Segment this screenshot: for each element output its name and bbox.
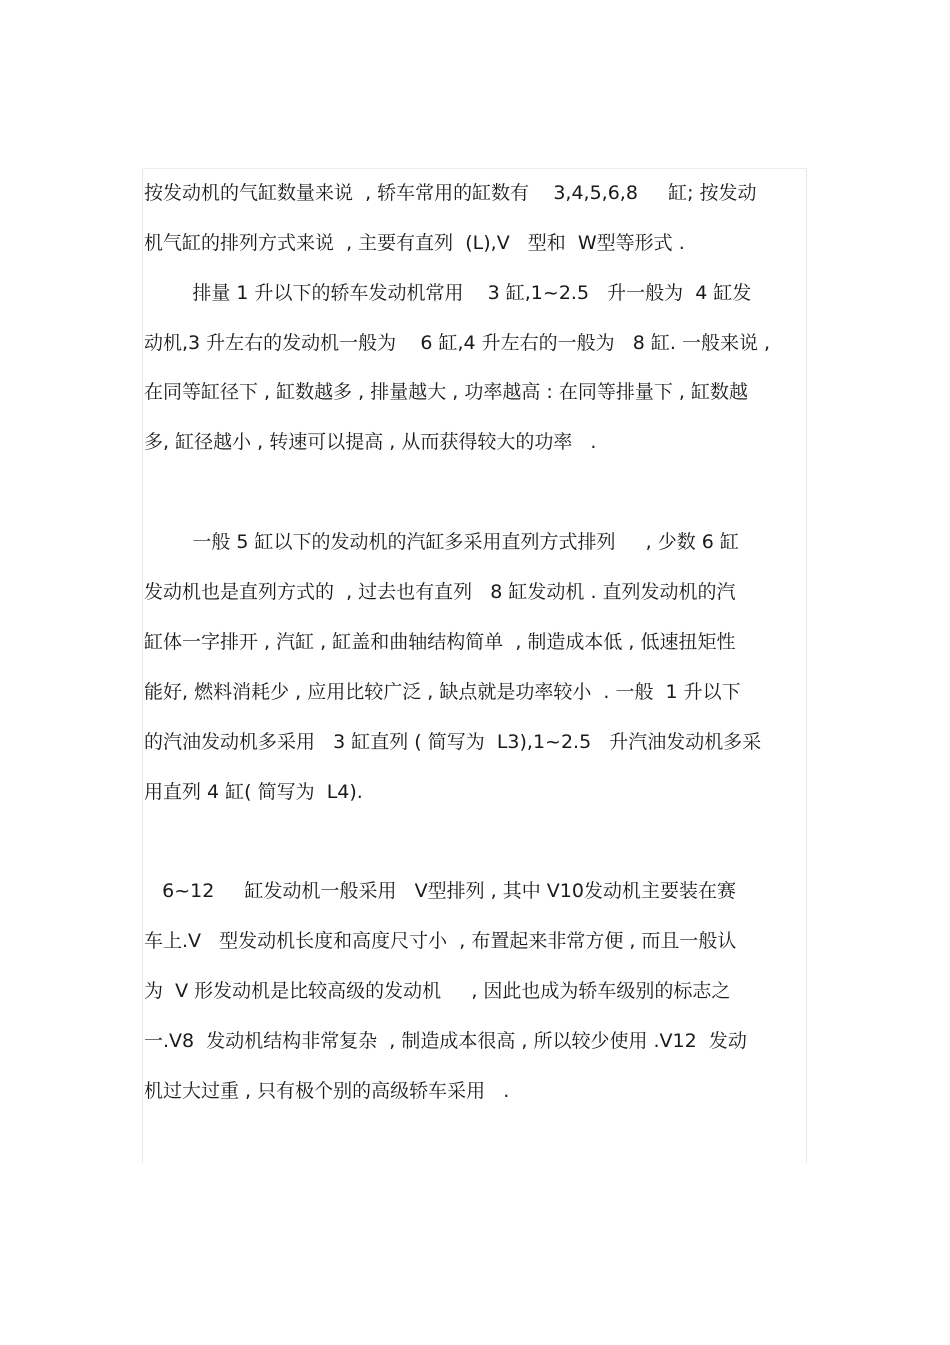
text-line: 用直列 4 缸( 简写为 L4). [144, 781, 363, 803]
text-line: 机气缸的排列方式来说 , 主要有直列 (L),V 型和 W型等形式 . [144, 232, 685, 254]
text-line: 车上.V 型发动机长度和高度尺寸小 , 布置起来非常方便 , 而且一般认 [144, 930, 737, 952]
text-line: 一般 5 缸以下的发动机的汽缸多采用直列方式排列 , 少数 6 缸 [144, 531, 739, 553]
text-line: 能好, 燃料消耗少 , 应用比较广泛 , 缺点就是功率较小 . 一般 1 升以下 [144, 681, 741, 703]
text-line: 动机,3 升左右的发动机一般为 6 缸,4 升左右的一般为 8 缸. 一般来说 , [144, 332, 771, 354]
text-line: 机过大过重 , 只有极个别的高级轿车采用 . [144, 1080, 510, 1102]
text-line: 在同等缸径下 , 缸数越多 , 排量越大 , 功率越高 : 在同等排量下 , 缸数越 [144, 381, 748, 403]
text-line: 排量 1 升以下的轿车发动机常用 3 缸,1~2.5 升一般为 4 缸发 [144, 282, 752, 304]
text-line: 为 V 形发动机是比较高级的发动机 , 因此也成为轿车级别的标志之 [144, 980, 731, 1002]
page-frame [142, 168, 807, 1163]
text-line: 发动机也是直列方式的 , 过去也有直列 8 缸发动机 . 直列发动机的汽 [144, 581, 736, 603]
text-line: 的汽油发动机多采用 3 缸直列 ( 简写为 L3),1~2.5 升汽油发动机多采 [144, 731, 762, 753]
text-line: 6~12 缸发动机一般采用 V型排列 , 其中 V10发动机主要装在赛 [144, 880, 736, 902]
text-line: 多, 缸径越小 , 转速可以提高 , 从而获得较大的功率 . [144, 431, 597, 453]
text-line: 按发动机的气缸数量来说 , 轿车常用的缸数有 3,4,5,6,8 缸; 按发动 [144, 182, 757, 204]
text-line: 缸体一字排开 , 汽缸 , 缸盖和曲轴结构简单 , 制造成本低 , 低速扭矩性 [144, 631, 736, 653]
text-line: 一.V8 发动机结构非常复杂 , 制造成本很高 , 所以较少使用 .V12 发动 [144, 1030, 747, 1052]
